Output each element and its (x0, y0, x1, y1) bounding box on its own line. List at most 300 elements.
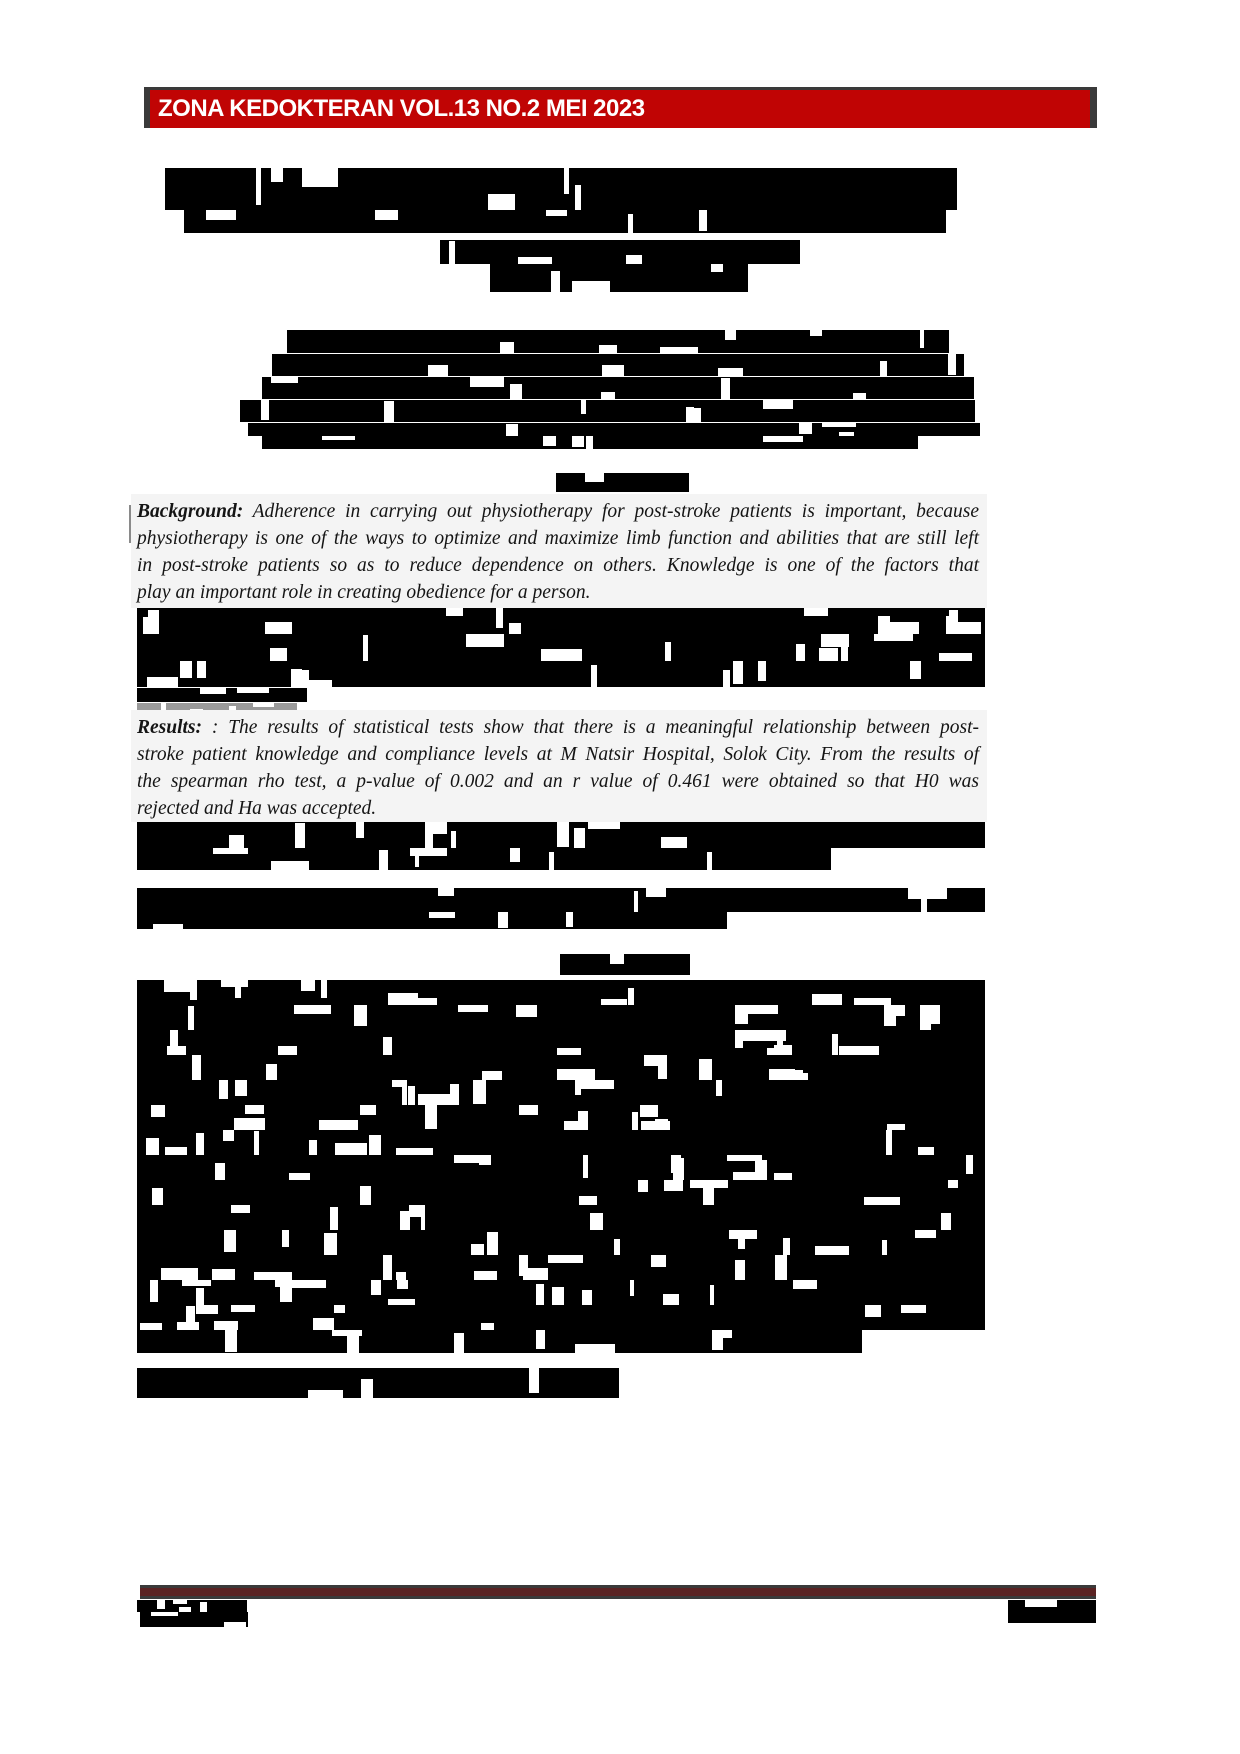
redaction-gap (518, 257, 552, 264)
redaction-gap (265, 622, 291, 634)
redaction-gap (148, 610, 159, 634)
redaction-gap (289, 1173, 311, 1180)
redaction-gap (429, 912, 454, 918)
keywords-line (137, 888, 985, 912)
redaction-gap (379, 850, 388, 870)
redaction-gap (557, 1069, 595, 1080)
footer-rule (140, 1585, 1096, 1599)
redaction-gap (450, 1084, 459, 1105)
redaction-gap (712, 1330, 722, 1350)
redaction-gap (356, 822, 364, 838)
redaction-gap (564, 168, 569, 194)
body-line (137, 1255, 985, 1280)
redaction-gap (479, 1155, 491, 1165)
redaction-gap (275, 1280, 314, 1287)
redaction-gap (510, 848, 520, 862)
redaction-gap (763, 400, 794, 409)
title-line-1 (165, 168, 957, 210)
redaction-gap (832, 1034, 837, 1055)
redaction-gap (347, 1332, 359, 1353)
redaction-gap (231, 1305, 255, 1312)
redaction-gap (735, 1260, 745, 1280)
redaction-gap (810, 330, 822, 336)
redaction-gap (224, 1230, 236, 1252)
redaction-gap (147, 677, 178, 687)
redaction-gap (506, 424, 518, 436)
redaction-gap (819, 648, 838, 661)
redaction-gap (854, 998, 891, 1005)
redaction-gap (309, 1140, 318, 1155)
redaction-gap (481, 1323, 494, 1330)
section-label: Results: (137, 717, 203, 738)
redaction-gap (231, 1205, 250, 1213)
redaction-gap (371, 1280, 381, 1295)
body-line (137, 1330, 862, 1353)
redaction-gap (308, 1390, 343, 1398)
redaction-gap (632, 1112, 638, 1130)
footer-left-line (137, 1600, 247, 1612)
redaction-gap (271, 861, 310, 870)
redaction-gap (330, 1207, 337, 1230)
body-line (137, 1155, 985, 1180)
redaction-gap (451, 831, 456, 848)
redaction-gap (282, 1230, 289, 1247)
redaction-gap (487, 1232, 498, 1255)
redaction-gap (146, 1138, 159, 1155)
methods-line (137, 634, 985, 661)
redaction-gap (664, 1180, 683, 1191)
redaction-gap (215, 1163, 225, 1180)
redaction-gap (235, 1080, 247, 1096)
redaction-gap (703, 1187, 714, 1205)
methods-line (137, 661, 985, 687)
redaction-gap (261, 400, 269, 420)
redaction-gap (418, 1094, 450, 1105)
redaction-gap (470, 377, 503, 387)
redaction-gap (188, 1006, 194, 1030)
redaction-gap (886, 1130, 892, 1155)
redaction-gap (939, 653, 972, 661)
redaction-gap (161, 1268, 198, 1280)
redaction-gap (920, 330, 924, 348)
redaction-gap (396, 1272, 407, 1280)
redaction-gap (266, 1064, 277, 1080)
redaction-gap (839, 1046, 879, 1055)
conclusion-line (137, 848, 831, 870)
redaction-gap (815, 1246, 848, 1255)
redaction-gap (549, 852, 554, 870)
body-line (137, 1130, 985, 1155)
redaction-gap (324, 1233, 337, 1255)
redaction-gap (783, 1238, 789, 1255)
redaction-gap (449, 241, 455, 264)
redaction-gap (572, 281, 610, 292)
redaction-gap (322, 436, 355, 440)
body-line (137, 1030, 985, 1055)
redaction-gap (295, 823, 305, 848)
redaction-gap (500, 342, 514, 353)
redaction-gap (383, 1037, 391, 1055)
section-heading (560, 954, 690, 975)
redaction-gap (225, 1330, 237, 1352)
redaction-gap (482, 1071, 502, 1080)
redaction-gap (574, 828, 585, 848)
affiliation-line (240, 400, 975, 422)
redaction-gap (397, 1280, 408, 1289)
redaction-gap (948, 354, 956, 375)
redaction-gap (466, 634, 503, 647)
redaction-gap (473, 1080, 486, 1104)
redaction-gap (196, 1133, 203, 1155)
redaction-gap (610, 954, 624, 964)
redaction-gap (599, 345, 617, 353)
redaction-gap (552, 1287, 564, 1305)
redaction-gap (213, 848, 248, 854)
redaction-gap (733, 661, 742, 684)
redaction-gap (796, 644, 805, 661)
subtitle-line-2 (490, 264, 748, 292)
redaction-gap (140, 1323, 162, 1330)
redaction-gap (271, 377, 298, 383)
redaction-gap (291, 669, 302, 687)
redaction-gap (918, 1147, 934, 1155)
redaction-gap (658, 1055, 666, 1079)
redaction-gap (699, 1059, 712, 1080)
abstract-text-line: the spearman rho test, a p-value of 0.002 and an r value of 0.461 were obtained so that H0 was (137, 771, 979, 792)
redaction-gap (335, 1143, 367, 1155)
redaction-gap (196, 1288, 204, 1305)
redaction-gap (583, 1155, 589, 1178)
redaction-gap (590, 1213, 603, 1230)
redaction-gap (579, 1196, 597, 1205)
redaction-gap (214, 1321, 237, 1330)
redaction-gap (425, 822, 447, 834)
redaction-gap (711, 264, 723, 272)
redaction-gap (396, 1148, 433, 1155)
redaction-gap (498, 912, 509, 928)
journal-banner-title: ZONA KEDOKTERAN VOL.13 NO.2 MEI 2023 (158, 95, 645, 122)
redaction-gap (699, 210, 706, 231)
methods-line (137, 607, 985, 634)
body-line (137, 1230, 985, 1255)
redaction-gap (692, 408, 701, 422)
redaction-gap (177, 1322, 199, 1330)
redaction-gap (369, 1135, 381, 1155)
redaction-gap (718, 368, 743, 376)
redaction-gap (557, 1048, 580, 1055)
conclusion-line (137, 822, 985, 848)
redaction-gap (235, 980, 241, 998)
redaction-gap (966, 1155, 973, 1174)
redaction-gap (799, 423, 812, 434)
abstract-text-line: physiotherapy is one of the ways to optimize and maximize limb function and abilities that are still left (137, 528, 979, 549)
redaction-gap (660, 347, 698, 353)
redaction-gap (384, 401, 395, 422)
redaction-gap (775, 1255, 787, 1280)
redaction-gap (864, 1197, 900, 1205)
body-line (137, 1105, 985, 1130)
redaction-gap (628, 214, 633, 233)
redaction-gap (182, 1280, 211, 1286)
redaction-gap (878, 616, 890, 634)
redaction-gap (200, 688, 225, 694)
redaction-gap (880, 361, 886, 376)
redaction-gap (548, 1255, 583, 1263)
redaction-gap (458, 1005, 488, 1012)
redaction-gap (774, 1173, 793, 1180)
redaction-gap (763, 436, 802, 442)
redaction-gap (361, 1379, 374, 1398)
redaction-gap (908, 888, 947, 899)
redaction-gap (454, 1333, 463, 1353)
abstract-text-line: stroke patient knowledge and compliance levels at M Natsir Hospital, Solok City. From the results of (137, 744, 979, 765)
redaction-gap (614, 1239, 621, 1255)
redaction-gap (769, 1069, 795, 1080)
abstract-background-paragraph (131, 494, 987, 608)
subtitle-line-1 (440, 240, 800, 264)
redaction-gap (821, 634, 850, 647)
redaction-gap (219, 1080, 229, 1099)
redaction-gap (425, 1105, 437, 1129)
abstract-text: Adherence in carrying out physiotherapy for post-stroke patients is important, because (252, 501, 979, 522)
redaction-gap (901, 1305, 926, 1313)
redaction-gap (572, 436, 583, 447)
section-label: Background: (137, 501, 244, 522)
redaction-gap (630, 1280, 634, 1296)
affiliation-line (272, 354, 964, 376)
redaction-gap (165, 1147, 187, 1155)
redaction-gap (725, 330, 736, 340)
redaction-gap (626, 255, 642, 264)
redaction-gap (543, 436, 556, 446)
body-line (137, 1280, 985, 1305)
body-line (137, 1080, 985, 1105)
redaction-gap (206, 210, 237, 220)
redaction-gap (651, 1255, 666, 1267)
redaction-gap (638, 1180, 648, 1192)
redaction-gap (812, 994, 842, 1005)
redaction-gap (541, 649, 560, 661)
abstract-text-line: play an important role in creating obedience for a person. (137, 582, 591, 603)
redaction-gap (529, 1368, 539, 1393)
redaction-gap (646, 888, 666, 897)
redaction-gap (822, 423, 856, 427)
redaction-gap (853, 393, 866, 399)
redaction-gap (488, 194, 516, 210)
redaction-gap (212, 1269, 235, 1280)
redaction-gap (591, 665, 597, 687)
redaction-gap (167, 1046, 186, 1055)
redaction-gap (153, 924, 182, 929)
redaction-gap (948, 1180, 959, 1188)
redaction-gap (151, 1105, 165, 1117)
redaction-gap (409, 1205, 425, 1217)
redaction-gap (738, 1230, 745, 1249)
redaction-gap (245, 1105, 265, 1114)
redaction-gap (949, 610, 957, 634)
redaction-gap (253, 703, 274, 707)
redaction-gap (578, 1111, 588, 1130)
redaction-gap (640, 1105, 659, 1117)
redaction-gap (321, 980, 327, 998)
redaction-gap (302, 168, 338, 187)
redaction-gap (157, 1600, 165, 1609)
methods-line (137, 688, 307, 702)
abstract-text-line (137, 498, 979, 525)
redaction-gap (270, 648, 287, 661)
redaction-gap (892, 1005, 905, 1016)
redaction-gap (723, 670, 730, 687)
redaction-gap (710, 1285, 714, 1305)
redaction-gap (150, 1280, 157, 1302)
redaction-gap (301, 980, 316, 991)
redaction-gap (168, 1270, 179, 1280)
redaction-gap (408, 1086, 416, 1105)
redaction-gap (360, 1186, 371, 1205)
redaction-gap (566, 912, 573, 927)
redaction-gap (601, 392, 615, 399)
redaction-gap (557, 822, 569, 847)
redaction-gap (509, 623, 521, 634)
redaction-gap (758, 661, 766, 681)
redaction-gap (360, 1105, 377, 1115)
redaction-gap (192, 1055, 201, 1080)
keywords-line (137, 912, 727, 929)
abstract-results-paragraph (131, 710, 987, 822)
abstract-text-line: in post-stroke patients so as to reduce dependence on others. Knowledge is one of the factors that (137, 555, 979, 576)
redaction-gap (536, 1284, 544, 1305)
redaction-gap (446, 607, 463, 616)
redaction-gap (793, 1280, 817, 1289)
redaction-gap (915, 1230, 936, 1238)
redaction-gap (739, 1030, 765, 1041)
redaction-gap (224, 1622, 246, 1627)
redaction-gap (634, 891, 638, 912)
redaction-gap (354, 1005, 367, 1026)
redaction-gap (496, 607, 504, 628)
redaction-gap (519, 1105, 539, 1115)
redaction-gap (575, 1344, 615, 1353)
redaction-gap (278, 1046, 297, 1055)
redaction-gap (941, 1213, 952, 1230)
body-line (137, 980, 985, 1005)
redaction-gap (865, 1305, 881, 1317)
body-line (137, 1180, 985, 1205)
redaction-gap (196, 1305, 218, 1314)
abstract-heading (556, 473, 689, 492)
redaction-gap (254, 1272, 292, 1280)
affiliation-line (262, 436, 918, 449)
redaction-gap (661, 837, 687, 848)
redaction-gap (910, 661, 921, 679)
redaction-gap (392, 1080, 407, 1087)
redaction-gap (582, 1290, 592, 1305)
redaction-gap (655, 1119, 668, 1130)
redaction-gap (180, 661, 193, 678)
redaction-gap (254, 1131, 259, 1155)
redaction-gap (576, 1080, 614, 1089)
redaction-gap (223, 1130, 235, 1141)
affiliation-line (262, 377, 974, 399)
redaction-gap (733, 1172, 764, 1180)
redaction-gap (363, 635, 367, 661)
redaction-gap (581, 400, 586, 414)
redaction-gap (586, 436, 592, 449)
redaction-gap (152, 1188, 163, 1205)
redaction-gap (920, 1005, 932, 1030)
abstract-text-line: rejected and Ha was accepted. (137, 798, 377, 819)
redaction-gap (173, 1600, 187, 1604)
closing-line (137, 1368, 619, 1398)
redaction-gap (721, 378, 730, 399)
authors-line (287, 330, 949, 353)
redaction-gap (707, 852, 712, 870)
redaction-gap (921, 897, 928, 912)
redaction-gap (804, 607, 829, 616)
affiliation-line (248, 423, 980, 436)
redaction-gap (190, 980, 196, 1000)
redaction-gap (663, 1294, 679, 1305)
redaction-gap (399, 998, 437, 1005)
redaction-gap (516, 1005, 537, 1017)
redaction-gap (536, 1330, 545, 1349)
redaction-gap (383, 1255, 392, 1280)
redaction-gap (716, 1080, 722, 1096)
footer-left-line (140, 1612, 248, 1627)
redaction-gap (777, 1030, 783, 1050)
redaction-gap (474, 1271, 497, 1280)
redaction-gap (415, 848, 419, 867)
page-number-notch (1025, 1600, 1057, 1607)
redaction-gap (628, 988, 634, 1005)
body-line (137, 1205, 985, 1230)
redaction-gap (319, 1120, 358, 1130)
abstract-text-line (137, 714, 979, 741)
title-line-2 (184, 210, 946, 233)
redaction-gap (375, 210, 398, 220)
redaction-gap (882, 1240, 887, 1255)
abstract-text: : The results of statistical tests show that there is a meaningful relationship between post- (211, 717, 980, 738)
redaction-gap (334, 1305, 345, 1313)
redaction-gap (294, 1005, 331, 1014)
redaction-gap (197, 661, 206, 678)
redaction-gap (229, 835, 244, 848)
redaction-gap (471, 1244, 484, 1255)
redaction-gap (748, 1005, 777, 1014)
redaction-gap (575, 185, 581, 210)
body-line (137, 1005, 985, 1030)
redaction-gap (313, 1318, 335, 1330)
body-line (137, 1055, 985, 1080)
redaction-gap (237, 688, 269, 693)
redaction-gap (438, 888, 455, 896)
redaction-gap (546, 210, 567, 216)
redaction-gap (234, 1118, 264, 1130)
body-line (137, 1305, 985, 1330)
redaction-gap (874, 634, 912, 641)
redaction-gap (585, 473, 604, 482)
redaction-gap (602, 365, 624, 376)
redaction-gap (588, 822, 620, 829)
redaction-gap (727, 1155, 762, 1161)
redaction-gap (256, 168, 260, 205)
redaction-gap (271, 168, 283, 182)
redaction-gap (523, 1268, 548, 1280)
redaction-gap (735, 1005, 748, 1024)
redaction-gap (510, 384, 522, 399)
redaction-gap (665, 642, 671, 661)
redaction-gap (551, 271, 561, 292)
